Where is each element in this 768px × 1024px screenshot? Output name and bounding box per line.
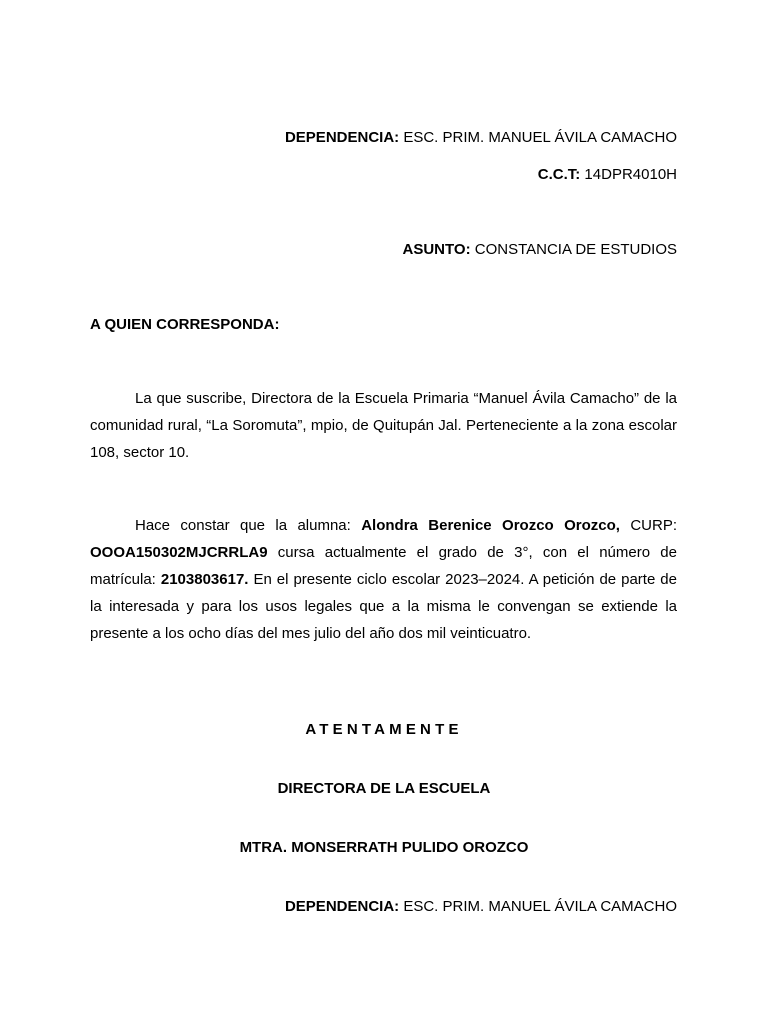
atentamente-heading: ATENTAMENTE — [305, 721, 463, 738]
header-asunto — [403, 241, 677, 259]
footer-dependencia-label: DEPENDENCIA: — [284, 898, 400, 915]
paragraph-certification — [90, 512, 677, 647]
header-dependencia — [285, 129, 677, 147]
certification-rest: En el presente ciclo escolar 2023–2024. A petición de parte de la interesada y para los usos legales que a la misma le convengan se extiende la presente a los ocho días del mes julio del año dos mil veinticuatro. — [90, 571, 677, 642]
salutation: A QUIEN CORRESPONDA: — [90, 316, 280, 333]
cct-label: C.C.T: — [537, 166, 581, 183]
asunto-label: ASUNTO: — [402, 241, 471, 258]
curp-value: OOOA150302MJCRRLA9 — [90, 544, 268, 561]
header-cct — [538, 166, 677, 184]
footer-dependencia — [285, 898, 677, 916]
signer-role: DIRECTORA DE LA ESCUELA — [277, 780, 491, 797]
certification-intro: Hace constar que la alumna: — [135, 517, 362, 534]
curp-label: CURP: — [619, 517, 677, 534]
certification-mid: cursa actualmente el grado de 3°, con el número de matrícula: — [90, 544, 677, 588]
signer-name: MTRA. MONSERRATH PULIDO OROZCO — [239, 839, 529, 856]
dependencia-value: ESC. PRIM. MANUEL ÁVILA CAMACHO — [399, 129, 677, 146]
footer-dependencia-value: ESC. PRIM. MANUEL ÁVILA CAMACHO — [399, 898, 677, 915]
asunto-value: CONSTANCIA DE ESTUDIOS — [470, 241, 677, 258]
student-name: Alondra Berenice Orozco Orozco, — [361, 517, 620, 534]
cct-value: 14DPR4010H — [580, 166, 677, 183]
dependencia-label: DEPENDENCIA: — [284, 129, 400, 146]
paragraph-intro: La que suscribe, Directora de la Escuela Primaria “Manuel Ávila Camacho” de la comunidad rural, “La Soromuta”, mpio, de Quitupán Jal. Perteneciente a la zona escolar 108, sector 10. — [90, 390, 677, 461]
matricula-value: 2103803617. — [160, 571, 249, 588]
